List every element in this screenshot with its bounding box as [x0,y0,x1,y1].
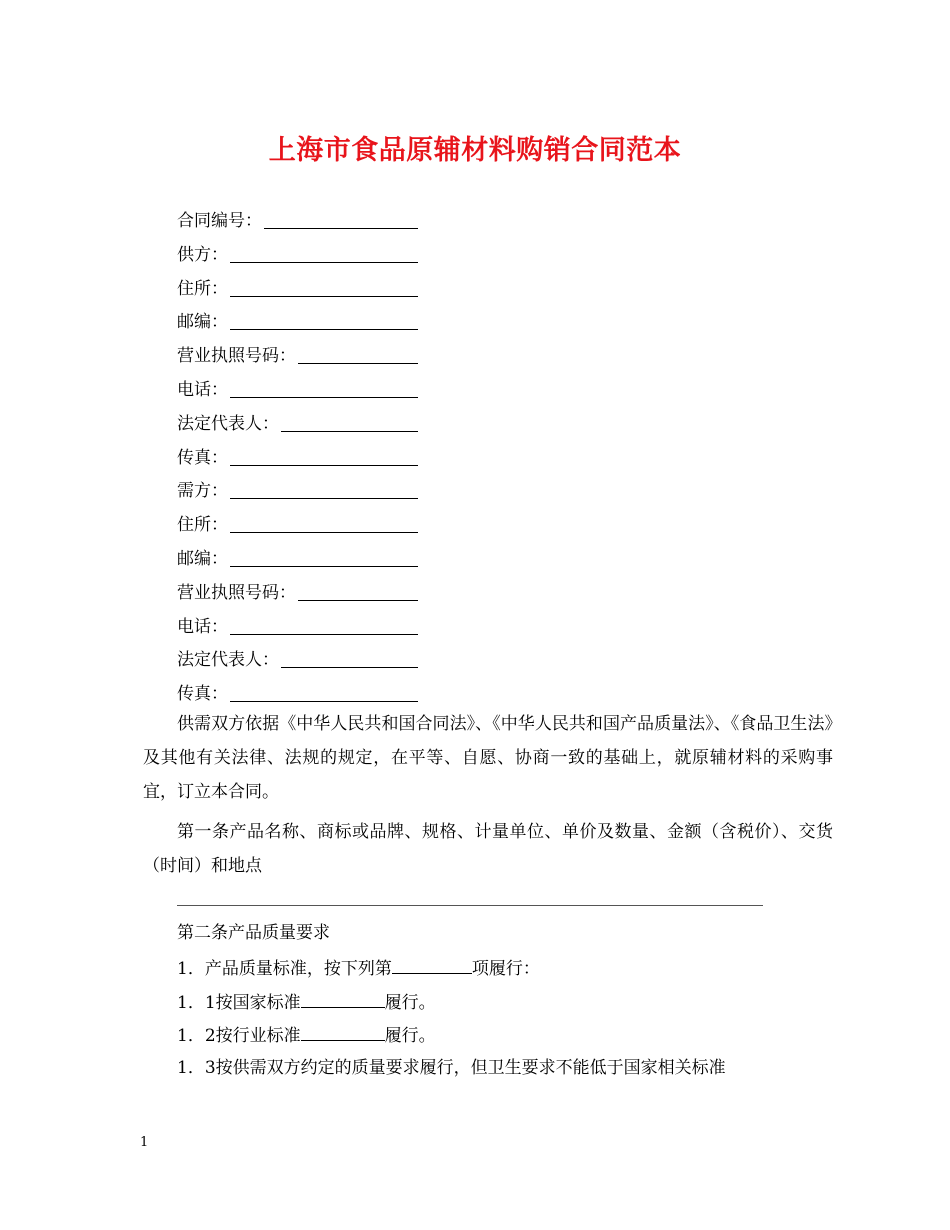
field-blank-line[interactable] [264,228,418,229]
field-label: 法定代表人： [177,650,279,671]
field-row [177,209,262,233]
field-label: 邮编： [177,312,228,333]
article-2-heading: 第二条产品质量要求 [177,923,330,943]
field-label: 电话： [177,380,228,400]
field-row [177,277,228,301]
field-label: 邮编： [177,549,228,569]
field-blank-line[interactable] [281,431,418,432]
field-row [177,513,228,537]
article-1-blank-line [177,905,763,906]
field-blank-line[interactable] [230,532,418,533]
field-row [177,479,228,503]
article-1: 第一条产品名称、商标或品牌、规格、计量单位、单价及数量、金额（含税价）、交货（时间）和地点 [143,822,833,876]
item-1-1-text-after: 履行。 [384,993,436,1013]
field-row [177,344,296,368]
field-label: 电话： [177,616,228,637]
field-blank-line[interactable] [230,296,418,297]
item-1-2-blank[interactable] [301,1022,385,1041]
field-row [177,648,279,672]
field-label: 营业执照号码： [177,346,296,367]
field-blank-line[interactable] [298,363,418,364]
field-label: 营业执照号码： [177,582,296,603]
field-row [177,243,228,267]
field-blank-line[interactable] [230,634,418,635]
field-label: 法定代表人： [177,413,279,434]
field-label: 传真： [177,684,228,705]
field-label: 需方： [177,481,228,502]
field-blank-line[interactable] [230,566,418,567]
field-row [177,310,228,334]
item-1-1-text-before: 1．1按国家标准 [177,993,301,1013]
field-label: 住所： [177,278,228,299]
field-label: 供方： [177,244,228,265]
item-1-3: 1．3按供需双方约定的质量要求履行，但卫生要求不能低于国家相关标准 [177,1058,726,1078]
intro-paragraph: 供需双方依据《中华人民共和国合同法》、《中华人民共和国产品质量法》、《食品卫生法》及其他有关法律、法规的规定，在平等、自愿、协商一致的基础上，就原辅材料的采购事宜，订立本合同。 [143,714,833,802]
field-blank-line[interactable] [230,329,418,330]
item-1-2-text-before: 1．2按行业标准 [177,1026,301,1046]
field-label: 传真： [177,447,228,468]
field-row [177,581,296,605]
document-title: 上海市食品原辅材料购销合同范本 [268,135,682,166]
field-blank-line[interactable] [230,498,418,499]
field-row [177,412,279,436]
item-1-blank[interactable] [392,955,472,974]
item-1-2-text-after: 履行。 [384,1026,436,1046]
field-blank-line[interactable] [230,465,418,466]
item-1-1 [177,989,436,1015]
item-1 [177,955,540,981]
field-row [177,446,228,470]
field-row [177,547,228,571]
field-row [177,378,228,402]
field-blank-line[interactable] [230,262,418,263]
item-1-text-after: 项履行： [471,959,540,979]
field-label: 合同编号： [177,211,262,231]
field-label: 住所： [177,515,228,536]
page-number: 1 [140,1135,149,1150]
item-1-text-before: 1．产品质量标准，按下列第 [177,959,392,979]
field-blank-line[interactable] [230,397,418,398]
field-blank-line[interactable] [281,667,418,668]
field-blank-line[interactable] [230,701,418,702]
field-row [177,615,228,639]
item-1-2 [177,1022,436,1048]
field-row [177,682,228,706]
item-1-1-blank[interactable] [301,989,385,1008]
field-blank-line[interactable] [298,600,418,601]
